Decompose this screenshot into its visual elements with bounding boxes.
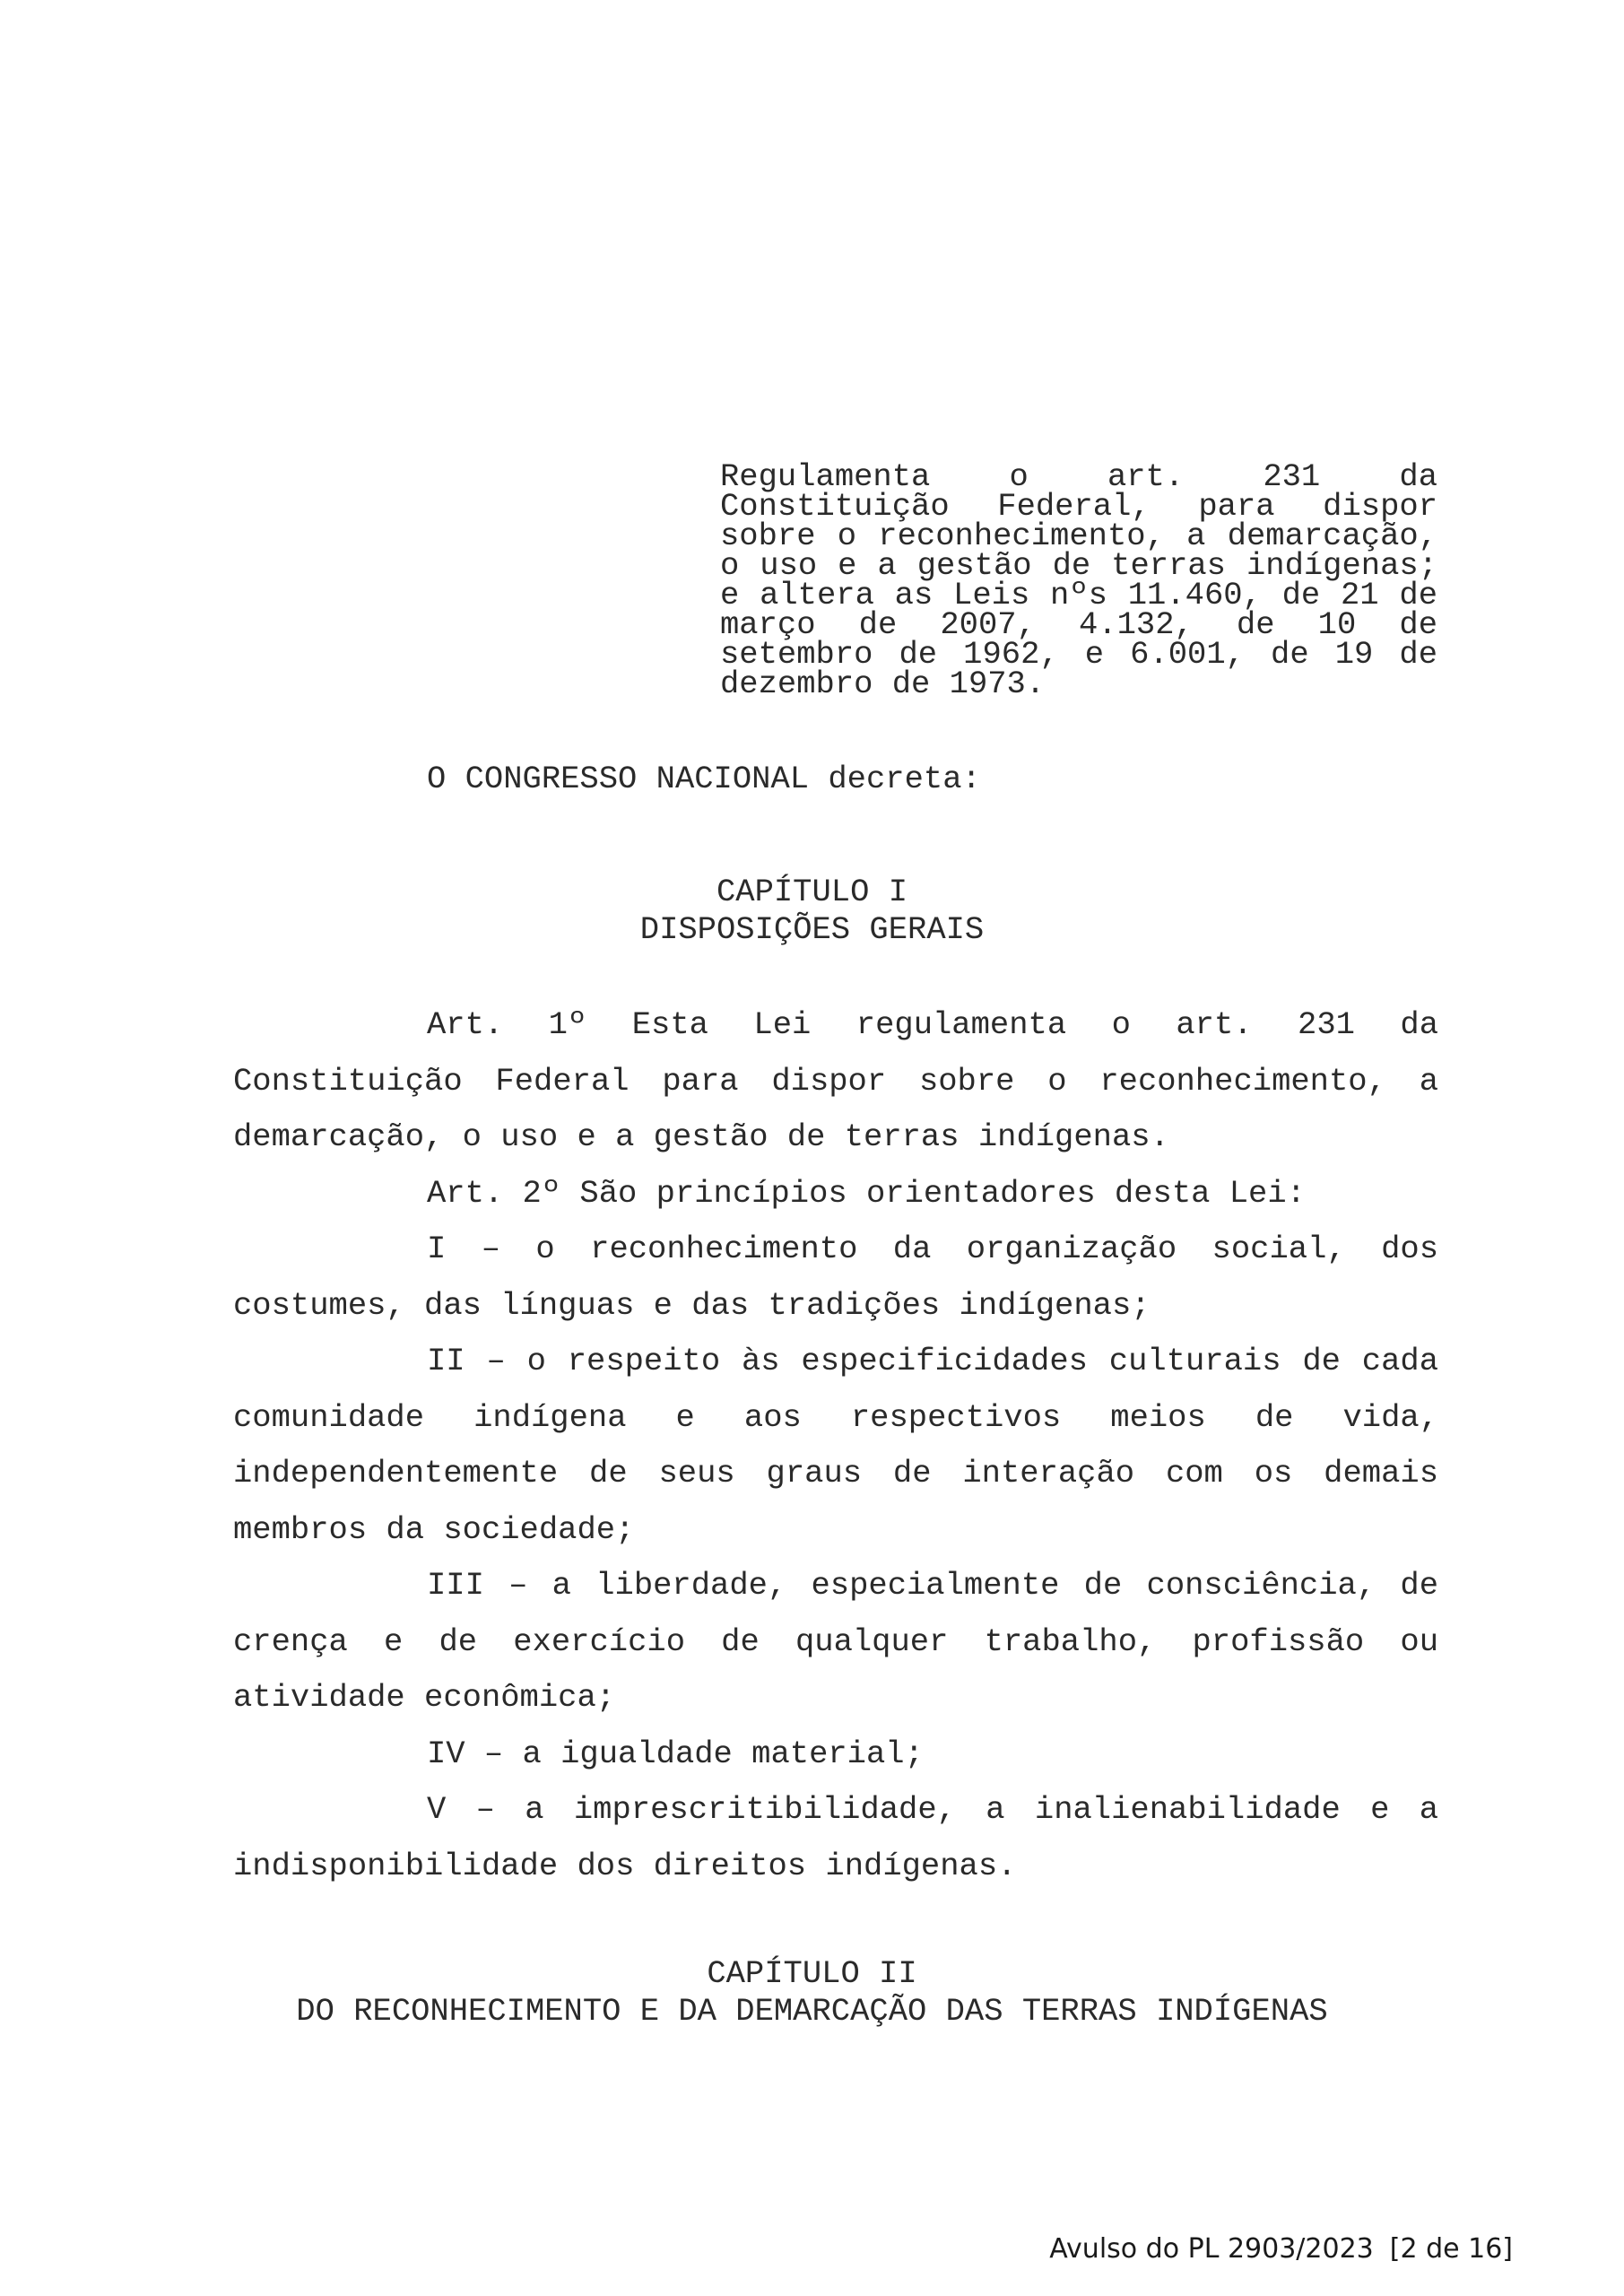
chapter-1-heading (0, 874, 1624, 949)
article-2-item-i: I – o reconhecimento da organização social, dos costumes, das línguas e das tradições indígenas; (233, 1231, 1438, 1324)
article-1: Art. 1º Esta Lei regulamenta o art. 231 da Constituição Federal para dispor sobre o reconhecimento, a demarcação, o uso e a gestão de terras indígenas. (233, 1006, 1438, 1155)
article-2-item-iii: III – a liberdade, especialmente de consciência, de crença e de exercício de qualquer trabalho, profissão ou atividade econômica; (233, 1567, 1438, 1716)
article-2: Art. 2º São princípios orientadores desta Lei: (427, 1174, 1306, 1212)
chapter-2-title: DO RECONHECIMENTO E DA DEMARCAÇÃO DAS TERRAS INDÍGENAS (296, 1993, 1328, 2030)
preamble: O CONGRESSO NACIONAL decreta: (427, 761, 981, 797)
chapter-2-heading (0, 1955, 1624, 2031)
article-2-item-v: V – a imprescritibilidade, a inalienabilidade e a indisponibilidade dos direitos indígenas. (233, 1791, 1438, 1884)
ementa: Regulamenta o art. 231 da Constituição Federal, para dispor sobre o reconhecimento, a demarcação, o uso e a gestão de terras indígenas; e altera as Leis nºs 11.460, de 21 de março de 2007, 4.132, de 10 de setembro de 1962, e 6.001, de 19 de dezembro de 1973. (720, 458, 1437, 702)
footer-page-number: [2 de 16] (1389, 2233, 1513, 2265)
article-2-item-iv: IV – a igualdade material; (427, 1735, 924, 1772)
page-footer (1049, 2231, 1513, 2267)
chapter-1-number: CAPÍTULO I (716, 874, 908, 910)
chapter-1-title: DISPOSIÇÕES GERAIS (639, 911, 985, 948)
articles-body (233, 997, 1438, 1894)
article-2-item-ii: II – o respeito às especificidades culturais de cada comunidade indígena e aos respectivos meios de vida, independentemente de seus graus de interação com os demais membros da sociedade; (233, 1343, 1438, 1548)
chapter-2-number: CAPÍTULO II (707, 1955, 917, 1992)
footer-label: Avulso do PL 2903/2023 (1049, 2233, 1374, 2265)
